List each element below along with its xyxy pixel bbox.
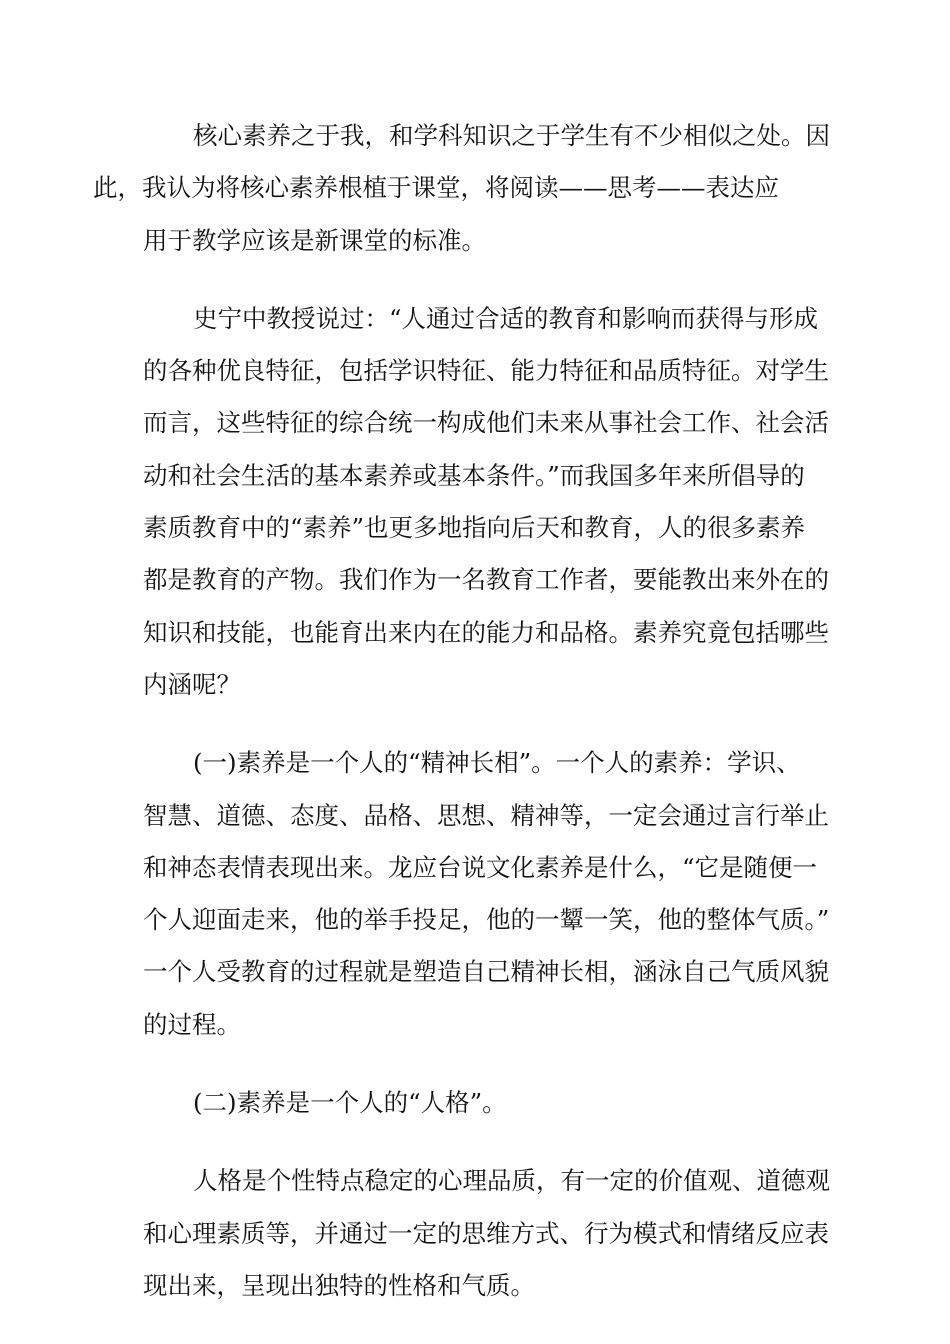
text-line: 而言，这些特征的综合统一构成他们未来从事社会工作、社会活 bbox=[143, 408, 829, 438]
text-line: 此，我认为将核心素养根植于课堂，将阅读——思考——表达应 bbox=[93, 173, 779, 203]
paragraph-1 bbox=[93, 110, 830, 267]
text-line: 素质教育中的“素养”也更多地指向后天和教育，人的很多素养 bbox=[143, 513, 806, 543]
text-line: (二)素养是一个人的“人格”。 bbox=[193, 1088, 507, 1118]
text-line: 用于教学应该是新课堂的标准。 bbox=[143, 225, 486, 255]
text-line: 的过程。 bbox=[143, 1009, 241, 1039]
text-line: 人格是个性特点稳定的心理品质，有一定的价值观、道德观 bbox=[193, 1166, 830, 1196]
paragraph-5 bbox=[143, 1155, 830, 1312]
text-line: 一个人受教育的过程就是塑造自己精神长相，涵泳自己气质风貌 bbox=[143, 957, 829, 987]
text-line: 现出来，呈现出独特的性格和气质。 bbox=[143, 1270, 535, 1300]
document-body bbox=[93, 110, 830, 1338]
text-line: (一)素养是一个人的“精神长相”。一个人的素养：学识、 bbox=[193, 748, 801, 778]
text-line: 知识和技能，也能育出来内在的能力和品格。素养究竟包括哪些 bbox=[143, 617, 829, 647]
text-line: 核心素养之于我，和学科知识之于学生有不少相似之处。因 bbox=[193, 121, 830, 150]
text-line: 个人迎面走来，他的举手投足，他的一颦一笑，他的整体气质。” bbox=[143, 905, 830, 935]
text-line: 和心理素质等，并通过一定的思维方式、行为模式和情绪反应表 bbox=[143, 1218, 829, 1248]
text-line: 的各种优良特征，包括学识特征、能力特征和品质特征。对学生 bbox=[143, 356, 829, 386]
text-line: 智慧、道德、态度、品格、思想、精神等，一定会通过言行举止 bbox=[143, 800, 829, 830]
text-line: 和神态表情表现出来。龙应台说文化素养是什么，“它是随便一 bbox=[143, 852, 818, 882]
paragraph-4 bbox=[143, 1077, 808, 1129]
paragraph-2 bbox=[143, 293, 829, 711]
text-line: 内涵呢？ bbox=[143, 669, 241, 699]
text-line: 都是教育的产物。我们作为一名教育工作者，要能教出来外在的 bbox=[143, 565, 829, 595]
paragraph-3 bbox=[143, 737, 830, 1051]
text-line: 动和社会生活的基本素养或基本条件。”而我国多年来所倡导的 bbox=[143, 460, 805, 490]
text-line: 史宁中教授说过：“人通过合适的教育和影响而获得与形成 bbox=[193, 303, 819, 333]
